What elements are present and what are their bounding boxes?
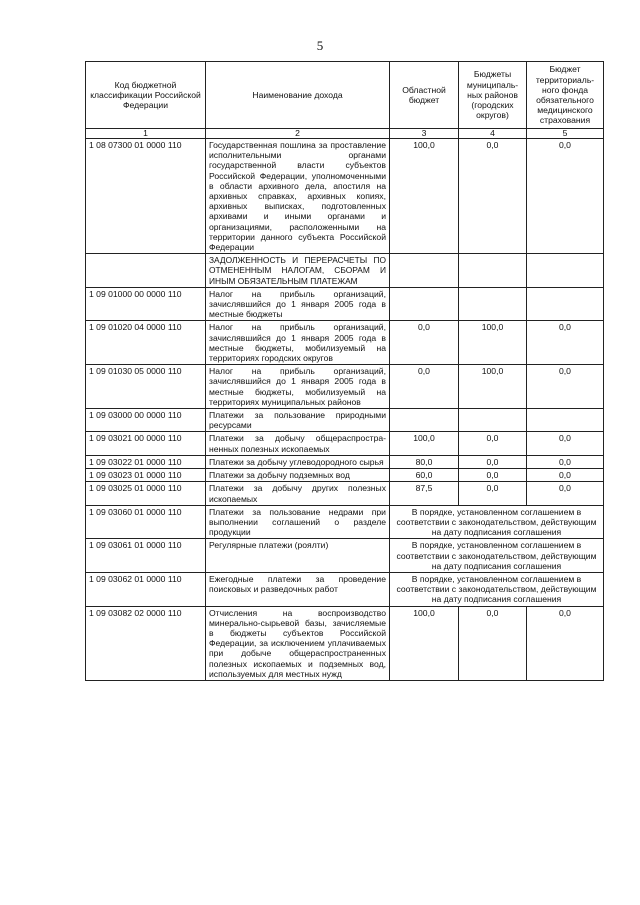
income-name: Налог на прибыль организаций, зачислявшийся до 1 января 2005 года в местные бюджеты, мобилизуемый на территориях муниципальных районов (206, 365, 390, 409)
regional-share: 87,5 (390, 482, 459, 505)
budget-code: 1 09 03000 00 0000 110 (86, 409, 206, 432)
header-number: 1 (86, 129, 206, 139)
regional-share: 80,0 (390, 455, 459, 468)
table-row (86, 482, 604, 505)
income-name: Налог на прибыль организаций, зачислявшийся до 1 января 2005 года в местные бюджеты (206, 287, 390, 321)
income-distribution-table (85, 61, 604, 681)
regional-share: 60,0 (390, 469, 459, 482)
regional-share: 0,0 (390, 365, 459, 409)
fund-share: 0,0 (527, 469, 604, 482)
regional-share (390, 409, 459, 432)
budget-code: 1 09 01030 05 0000 110 (86, 365, 206, 409)
income-name: Налог на прибыль организаций, зачислявшийся до 1 января 2005 года в местные бюджеты, мобилизуемый на территориях городских округов (206, 321, 390, 365)
income-name: Государственная пошлина за проставление исполнительными органами государственной власти субъектов Российской Федерации, уполномоченными в области архивного дела, апостиля на архивных справках, архивных копиях, архивных выписках, подготовленных архивами и иными органами и организациями, расположенными на территории данного субъекта Российской Федерации (206, 139, 390, 254)
income-name: Платежи за пользование природными ресурсами (206, 409, 390, 432)
header-regional-budget: Областной бюджет (390, 62, 459, 129)
fund-share (527, 409, 604, 432)
fund-share: 0,0 (527, 365, 604, 409)
regional-share: 100,0 (390, 139, 459, 254)
fund-share (527, 254, 604, 288)
budget-code: 1 09 03023 01 0000 110 (86, 469, 206, 482)
table-row (86, 572, 604, 606)
regional-share (390, 254, 459, 288)
fund-share: 0,0 (527, 432, 604, 455)
table-row (86, 409, 604, 432)
header-number: 5 (527, 129, 604, 139)
fund-share (527, 287, 604, 321)
fund-share: 0,0 (527, 139, 604, 254)
municipal-share: 100,0 (459, 365, 527, 409)
budget-code: 1 09 03025 01 0000 110 (86, 482, 206, 505)
income-name: Платежи за добычу других полезных ископаемых (206, 482, 390, 505)
budget-code (86, 254, 206, 288)
budget-code: 1 08 07300 01 0000 110 (86, 139, 206, 254)
page-number: 5 (316, 38, 324, 53)
fund-share: 0,0 (527, 482, 604, 505)
budget-code: 1 09 03082 02 0000 110 (86, 606, 206, 680)
municipal-share: 0,0 (459, 469, 527, 482)
budget-code: 1 09 03022 01 0000 110 (86, 455, 206, 468)
fund-share: 0,0 (527, 455, 604, 468)
income-name: Регулярные платежи (роялти) (206, 539, 390, 573)
table-row (86, 321, 604, 365)
municipal-share: 0,0 (459, 139, 527, 254)
municipal-share (459, 254, 527, 288)
table-row (86, 432, 604, 455)
income-name: Платежи за добычу углеводородного сырья (206, 455, 390, 468)
budget-code: 1 09 03062 01 0000 110 (86, 572, 206, 606)
table-row (86, 539, 604, 573)
municipal-share (459, 409, 527, 432)
municipal-share (459, 287, 527, 321)
distribution-note: В порядке, установленном соглашением в соответствии с законодательством, действующим на дату подписания соглашения (390, 572, 604, 606)
table-row (86, 365, 604, 409)
income-name: Отчисления на воспроизводство минерально-сырьевой базы, зачисляемые в бюджеты субъектов Российской Федерации, за исключением уплачиваемых при добыче общераспространенных полезных ископаемых и подземных вод, используемых для местных нужд (206, 606, 390, 680)
header-number: 4 (459, 129, 527, 139)
header-number: 3 (390, 129, 459, 139)
budget-code: 1 09 03060 01 0000 110 (86, 505, 206, 539)
municipal-share: 100,0 (459, 321, 527, 365)
header-medical-insurance-fund: Бюджет территориаль-ного фонда обязательного медицинского страхования (527, 62, 604, 129)
table-row (86, 287, 604, 321)
section-heading: ЗАДОЛЖЕННОСТЬ И ПЕРЕРАСЧЕТЫ ПО ОТМЕНЕННЫМ НАЛОГАМ, СБОРАМ И ИНЫМ ОБЯЗАТЕЛЬНЫМ ПЛАТЕЖАМ (206, 254, 390, 288)
budget-code: 1 09 03061 01 0000 110 (86, 539, 206, 573)
distribution-note: В порядке, установленном соглашением в соответствии с законодательством, действующим на дату подписания соглашения (390, 539, 604, 573)
income-name: Платежи за пользование недрами при выполнении соглашений о разделе продукции (206, 505, 390, 539)
header-municipal-budgets: Бюджеты муниципаль-ных районов (городских округов) (459, 62, 527, 129)
regional-share: 100,0 (390, 606, 459, 680)
budget-code: 1 09 01000 00 0000 110 (86, 287, 206, 321)
income-name: Ежегодные платежи за проведение поисковых и разведочных работ (206, 572, 390, 606)
table-row (86, 254, 604, 288)
table-row (86, 469, 604, 482)
distribution-note: В порядке, установленном соглашением в соответствии с законодательством, действующим на дату подписания соглашения (390, 505, 604, 539)
income-name: Платежи за добычу подземных вод (206, 469, 390, 482)
regional-share (390, 287, 459, 321)
municipal-share: 0,0 (459, 432, 527, 455)
budget-code: 1 09 01020 04 0000 110 (86, 321, 206, 365)
table-row (86, 505, 604, 539)
header-number: 2 (206, 129, 390, 139)
budget-code: 1 09 03021 00 0000 110 (86, 432, 206, 455)
table-row (86, 139, 604, 254)
income-name: Платежи за добычу общераспростра-ненных полезных ископаемых (206, 432, 390, 455)
fund-share: 0,0 (527, 606, 604, 680)
regional-share: 0,0 (390, 321, 459, 365)
municipal-share: 0,0 (459, 606, 527, 680)
fund-share: 0,0 (527, 321, 604, 365)
header-income-name: Наименование дохода (206, 62, 390, 129)
table-row (86, 606, 604, 680)
municipal-share: 0,0 (459, 455, 527, 468)
regional-share: 100,0 (390, 432, 459, 455)
municipal-share: 0,0 (459, 482, 527, 505)
header-code: Код бюджетной классификации Российской Федерации (86, 62, 206, 129)
table-row (86, 455, 604, 468)
